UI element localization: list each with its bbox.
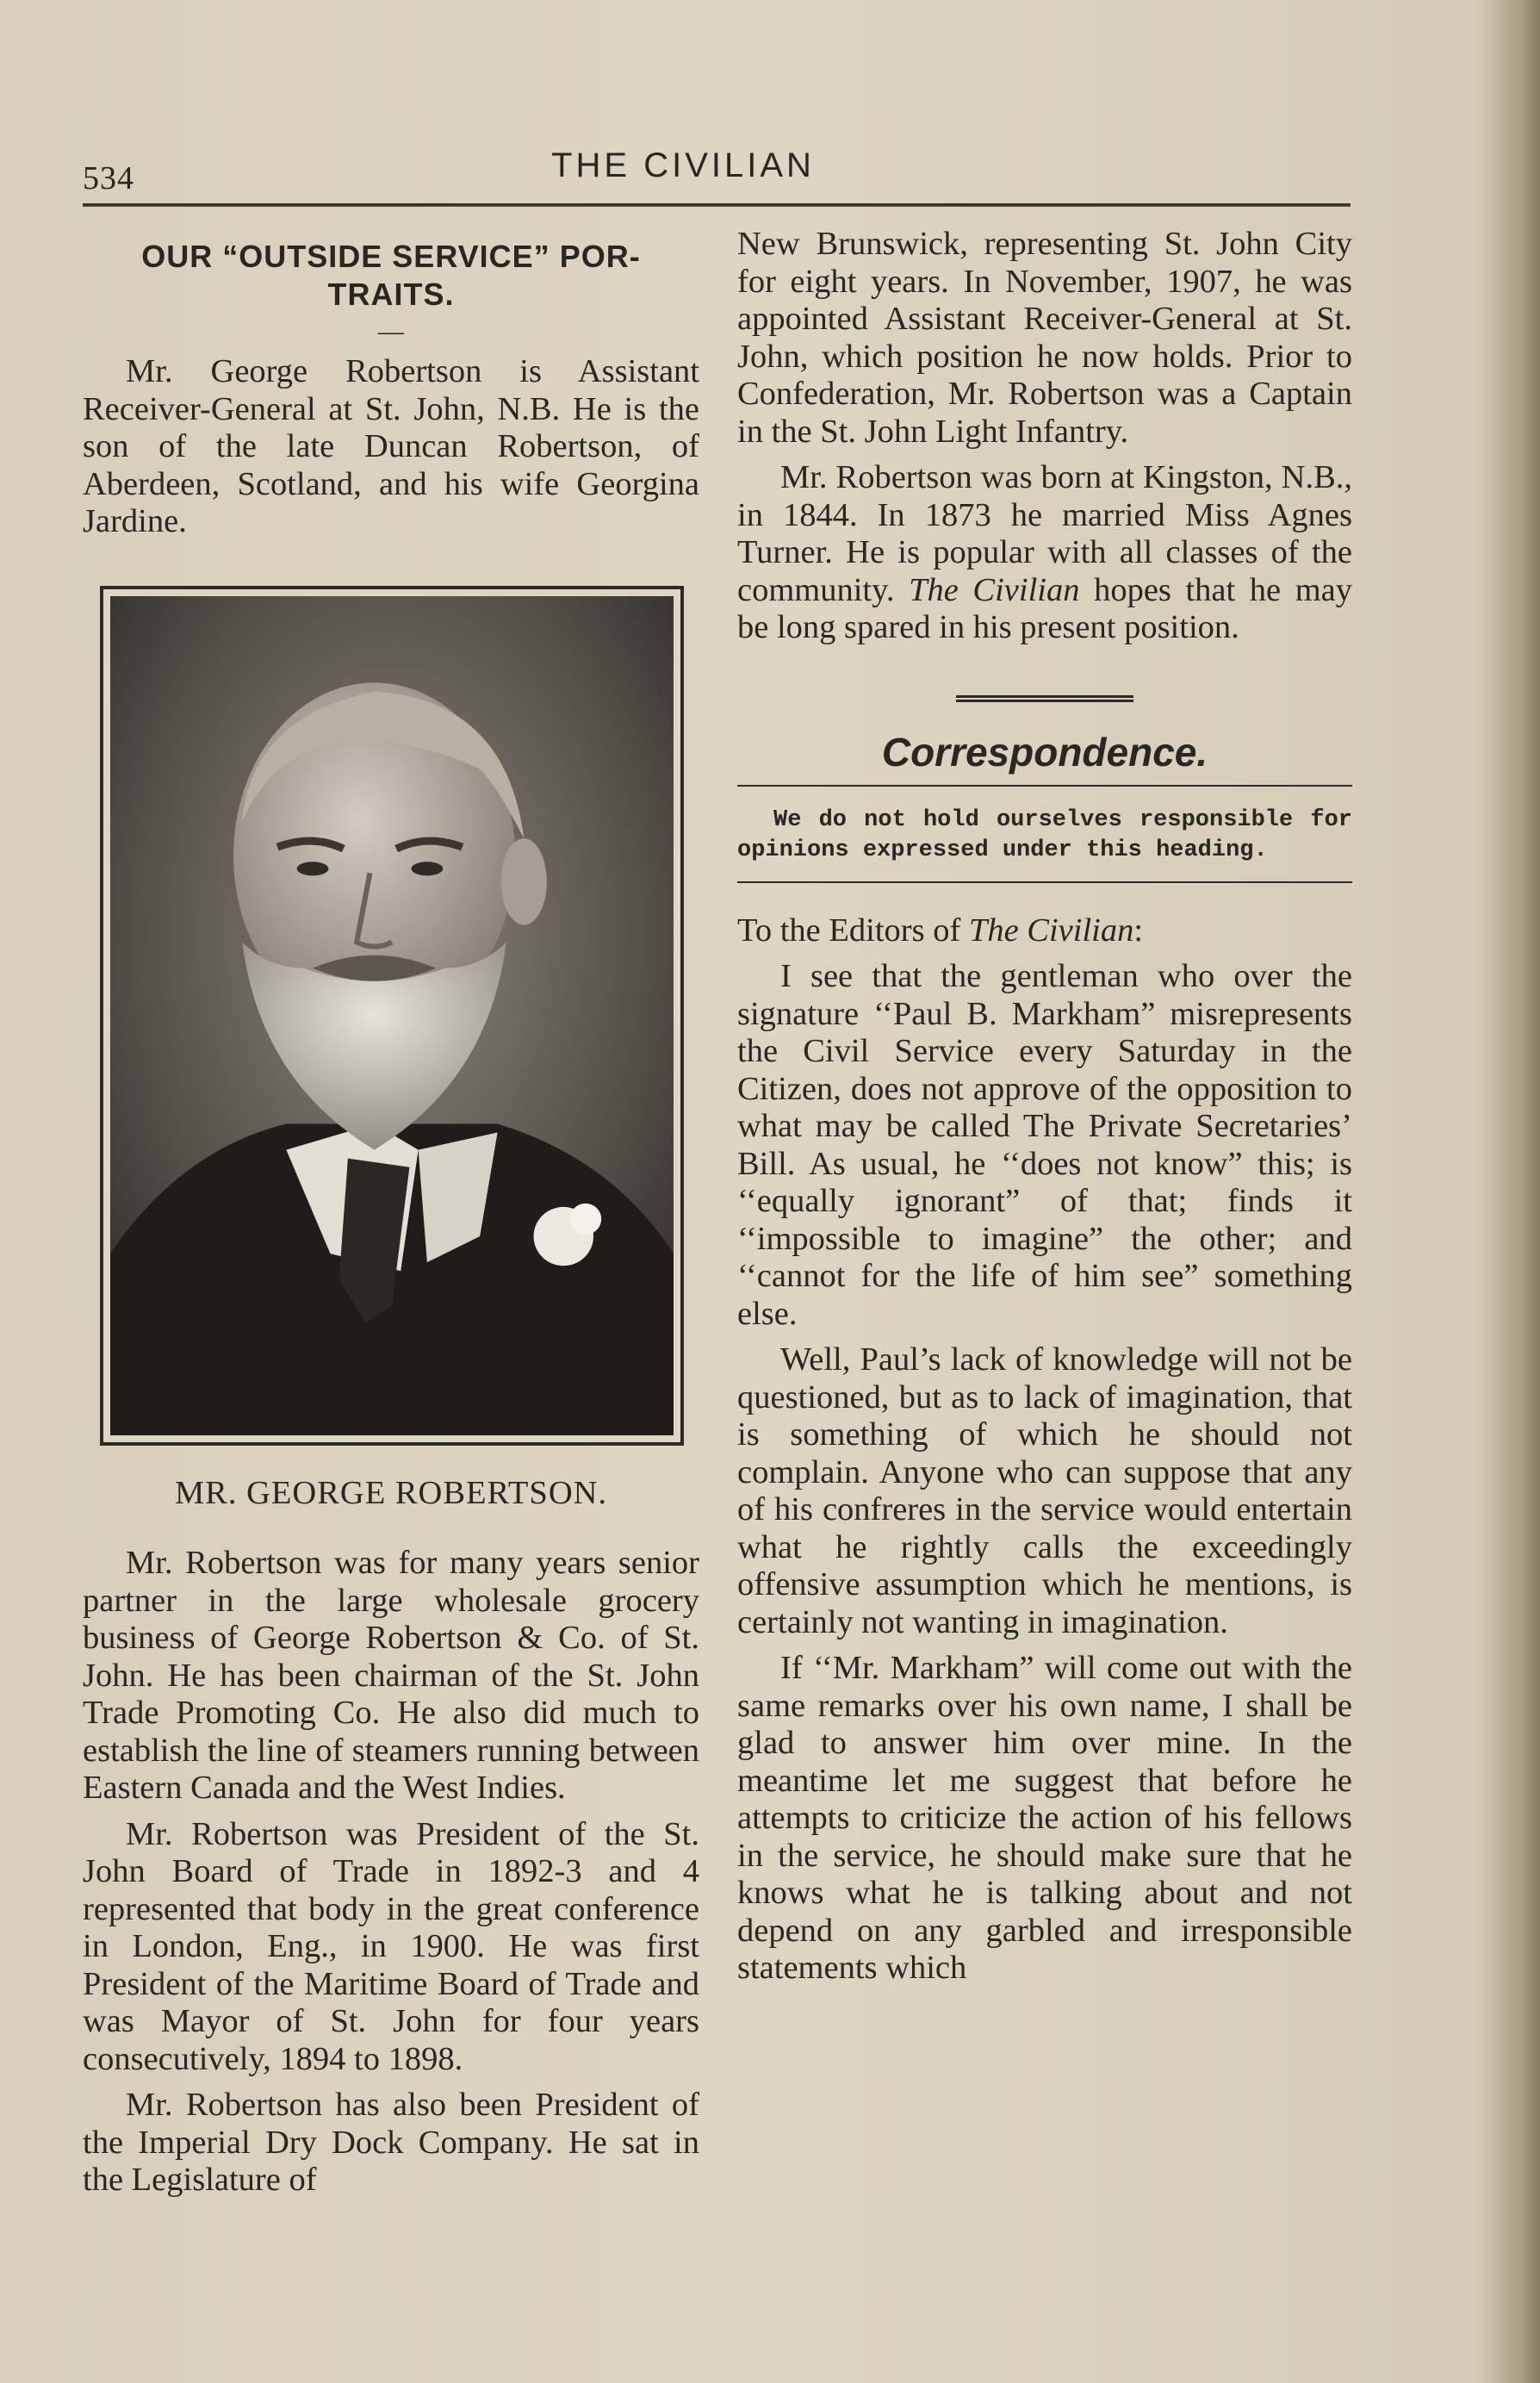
- correspondence-rule-bottom: [737, 881, 1352, 883]
- letter-paragraph: Well, Paul’s lack of knowledge will not be questioned, but as to lack of imagination, that is something of which he should not complain. Anyone who can suppose that any of his confreres in the service would entertain what he rightly calls the exceedingly offensive assumption which he mentions, is certainly not wanting in imagination.: [737, 1341, 1352, 1640]
- portrait-caption: MR. GEORGE ROBERTSON.: [174, 1474, 608, 1511]
- article-title-line-2: TRAITS.: [327, 277, 455, 312]
- article-intro: Mr. George Robertson is Assistant Receiver-General at St. John, N.B. He is the son of the late Duncan Robertson, of Aberdeen, Scotland, and his wife Georgina Jardine.: [83, 353, 699, 539]
- left-column: [83, 226, 699, 2199]
- article-paragraph: Mr. Robertson has also been President of the Imperial Dry Dock Company. He sat in the Legislature of: [83, 2087, 699, 2198]
- closing-text-1: Mr. Robertson was born at Kingston, N.B., in 1844. In 1873 he married Miss Agnes Turner. He is popular with all classes of the community.: [737, 459, 1352, 608]
- page-edge-shadow: [1480, 0, 1540, 2383]
- salutation-italic: The Civilian: [968, 912, 1134, 949]
- running-title: THE CIVILIAN: [551, 146, 815, 184]
- article-title: [83, 238, 699, 314]
- correspondence-disclaimer: We do not hold ourselves responsible for opinions expressed under this heading.: [737, 806, 1352, 863]
- page-number: 534: [83, 160, 134, 196]
- header-rule: [83, 203, 1351, 207]
- salutation-colon: :: [1133, 912, 1144, 949]
- letter-paragraph: I see that the gentleman who over the signature ‘‘Paul B. Markham” misrepresents the Civil Service every Saturday in the Citizen, does not approve of the opposition to what may be called The Private Secretaries’ Bill. As usual, he ‘‘does not know” this; is ‘‘equally ignorant” of that; finds it ‘‘impossible to imagine” the other; and ‘‘cannot for the life of him see” something else.: [737, 958, 1352, 1332]
- letter-salutation: [737, 912, 1352, 950]
- title-dash: —: [378, 317, 404, 345]
- correspondence-heading: Correspondence.: [881, 729, 1208, 775]
- article-closing: [737, 459, 1352, 647]
- article-paragraph: Mr. Robertson was for many years senior partner in the large wholesale grocery business of George Robertson & Co. of St. John. He has been chairman of the St. John Trade Promoting Co. He also did much to establish the line of steamers running between Eastern Canada and the West Indies.: [83, 1545, 699, 1806]
- article-paragraph: Mr. Robertson was President of the St. John Board of Trade in 1892-3 and 4 represented that body in the great conference in London, Eng., in 1900. He was first President of the Maritime Board of Trade and was Mayor of St. John for four years consecutively, 1894 to 1898.: [83, 1815, 699, 2077]
- portrait-photo: [100, 586, 684, 1446]
- article-title-line-1: OUR “OUTSIDE SERVICE” POR-: [141, 239, 641, 274]
- letter-paragraph: If ‘‘Mr. Markham” will come out with the same remarks over his own name, I shall be glad to answer him over mine. In the meantime let me suggest that before he attempts to criticize the action of his fellows in the service, he should make sure that he knows what he is talking about and not depend on any garbled and irresponsible statements which: [737, 1650, 1352, 1986]
- correspondence-rule-top: [737, 785, 1352, 787]
- right-column: [737, 226, 1352, 1988]
- closing-text-2: hopes that he may be long spared in his present position.: [737, 571, 1352, 645]
- section-separator: [956, 695, 1133, 702]
- portrait-image: [110, 596, 674, 1435]
- salutation-text: To the Editors of: [737, 912, 969, 949]
- closing-italic-title: The Civilian: [909, 571, 1080, 608]
- article-continued: New Brunswick, representing St. John City for eight years. In November, 1907, he was appointed Assistant Receiver-General at St. John, which position he now holds. Prior to Confederation, Mr. Robertson was a Captain in the St. John Light Infantry.: [737, 226, 1352, 450]
